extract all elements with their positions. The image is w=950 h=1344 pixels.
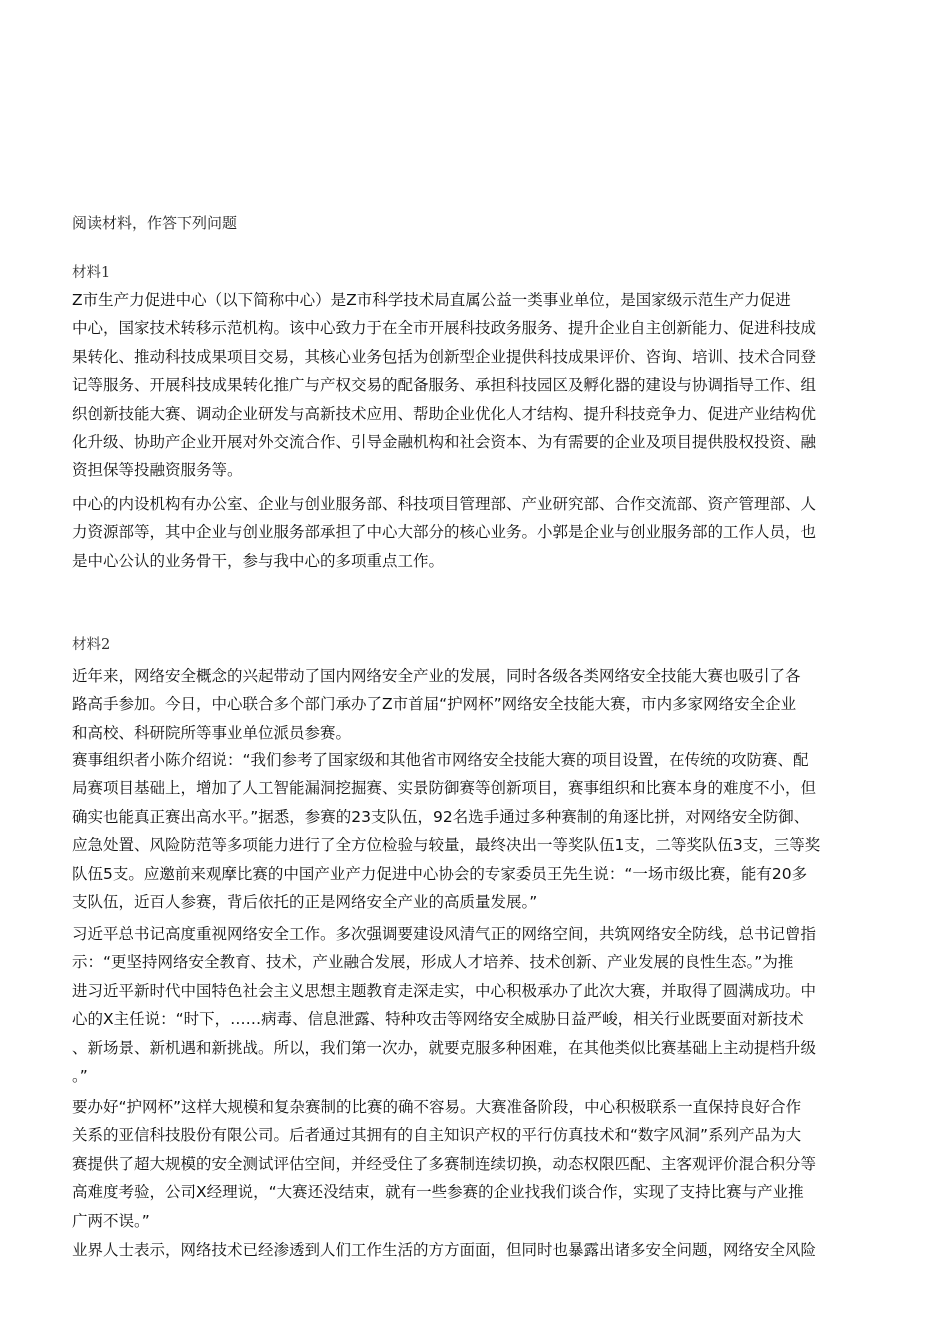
text-line: 。” <box>72 1067 88 1086</box>
text-line: 化升级、协助产企业开展对外交流合作、引导金融机构和社会资本、为有需要的企业及项目提供股权投资、融 <box>72 433 817 452</box>
material1-label: 材料1 <box>72 265 111 281</box>
text-line: 局赛项目基础上，增加了人工智能漏洞挖掘赛、实景防御赛等创新项目，赛事组织和比赛本身的难度不小，但 <box>72 779 817 798</box>
material1-paragraph-1 <box>72 286 878 485</box>
text-line: 赛事组织者小陈介绍说：“我们参考了国家级和其他省市网络安全技能大赛的项目设置，在传统的攻防赛、配 <box>72 751 809 769</box>
text-line: 高难度考验，公司X经理说，“大赛还没结束，就有一些参赛的企业找我们谈合作，实现了支持比赛与产业推 <box>72 1183 804 1202</box>
text-line: 中心，国家技术转移示范机构。该中心致力于在全市开展科技政务服务、提升企业自主创新能力、促进科技成 <box>72 319 817 338</box>
material2-paragraph-4 <box>72 1093 878 1235</box>
text-line: 业界人士表示，网络技术已经渗透到人们工作生活的方方面面，但同时也暴露出诸多安全问题，网络安全风险 <box>72 1241 817 1259</box>
text-line: 、新场景、新机遇和新挑战。所以，我们第一次办，就要克服多种困难，在其他类似比赛基础上主动提档升级 <box>72 1038 817 1057</box>
text-line: 路高手参加。今日，中心联合多个部门承办了Z市首届“护网杯”网络安全技能大赛，市内多家网络安全企业 <box>72 695 797 714</box>
material2-paragraph-2 <box>72 746 878 916</box>
text-line: 要办好“护网杯”这样大规模和复杂赛制的比赛的确不容易。大赛准备阶段，中心积极联系一直保持良好合作 <box>72 1098 802 1116</box>
text-line: 果转化、推动科技成果项目交易，其核心业务包括为创新型企业提供科技成果评价、咨询、培训、技术合同登 <box>72 347 817 366</box>
text-line: 习近平总书记高度重视网络安全工作。多次强调要建设风清气正的网络空间，共筑网络安全防线，总书记曾指 <box>72 925 817 943</box>
text-line: Z市生产力促进中心（以下简称中心）是Z市科学技术局直属公益一类事业单位，是国家级示范生产力促进 <box>72 291 791 309</box>
text-line: 支队伍，近百人参赛，背后依托的正是网络安全产业的高质量发展。” <box>72 893 538 912</box>
material2-paragraph-1 <box>72 662 878 747</box>
text-line: 中心的内设机构有办公室、企业与创业服务部、科技项目管理部、产业研究部、合作交流部、资产管理部、人 <box>72 495 817 513</box>
text-line: 是中心公认的业务骨干，参与我中心的多项重点工作。 <box>72 551 445 570</box>
text-line: 和高校、科研院所等事业单位派员参赛。 <box>72 723 352 742</box>
text-line: 队伍5支。应邀前来观摩比赛的中国产业产力促进中心协会的专家委员王先生说：“一场市级比赛，能有20多 <box>72 864 808 883</box>
text-line: 记等服务、开展科技成果转化推广与产权交易的配备服务、承担科技园区及孵化器的建设与协调指导工作、组 <box>72 376 817 395</box>
text-line: 赛提供了超大规模的安全测试评估空间，并经受住了多赛制连续切换，动态权限匹配、主客观评价混合积分等 <box>72 1154 817 1173</box>
text-line: 织创新技能大赛、调动企业研发与高新技术应用、帮助企业优化人才结构、提升科技竞争力、促进产业结构优 <box>72 404 817 423</box>
text-line: 示：“更坚持网络安全教育、技术，产业融合发展，形成人才培养、技术创新、产业发展的良性生态。”为推 <box>72 953 794 972</box>
instruction-heading: 阅读材料，作答下列问题 <box>72 214 238 232</box>
text-line: 确实也能真正赛出高水平。”据悉，参赛的23支队伍，92名选手通过多种赛制的角逐比拼，对网络安全防御、 <box>72 807 810 826</box>
text-line: 力资源部等，其中企业与创业服务部承担了中心大部分的核心业务。小郭是企业与创业服务部的工作人员，也 <box>72 523 817 542</box>
material1-paragraph-2 <box>72 490 878 575</box>
material2-label: 材料2 <box>72 637 111 653</box>
text-line: 广两不误。” <box>72 1211 150 1230</box>
text-line: 进习近平新时代中国特色社会主义思想主题教育走深走实，中心积极承办了此次大赛，并取得了圆满成功。中 <box>72 981 817 1000</box>
text-line: 应急处置、风险防范等多项能力进行了全方位检验与较量，最终决出一等奖队伍1支，二等奖队伍3支，三等奖 <box>72 836 821 855</box>
material2-paragraph-3 <box>72 920 878 1090</box>
text-line: 近年来，网络安全概念的兴起带动了国内网络安全产业的发展，同时各级各类网络安全技能大赛也吸引了各 <box>72 667 801 685</box>
material2-paragraph-5 <box>72 1236 878 1264</box>
text-line: 关系的亚信科技股份有限公司。后者通过其拥有的自主知识产权的平行仿真技术和“数字风洞”系列产品为大 <box>72 1126 802 1145</box>
text-line: 资担保等投融资服务等。 <box>72 461 243 480</box>
text-line: 心的X主任说：“时下，……病毒、信息泄露、特种攻击等网络安全威胁日益严峻，相关行业既要面对新技术 <box>72 1010 804 1029</box>
